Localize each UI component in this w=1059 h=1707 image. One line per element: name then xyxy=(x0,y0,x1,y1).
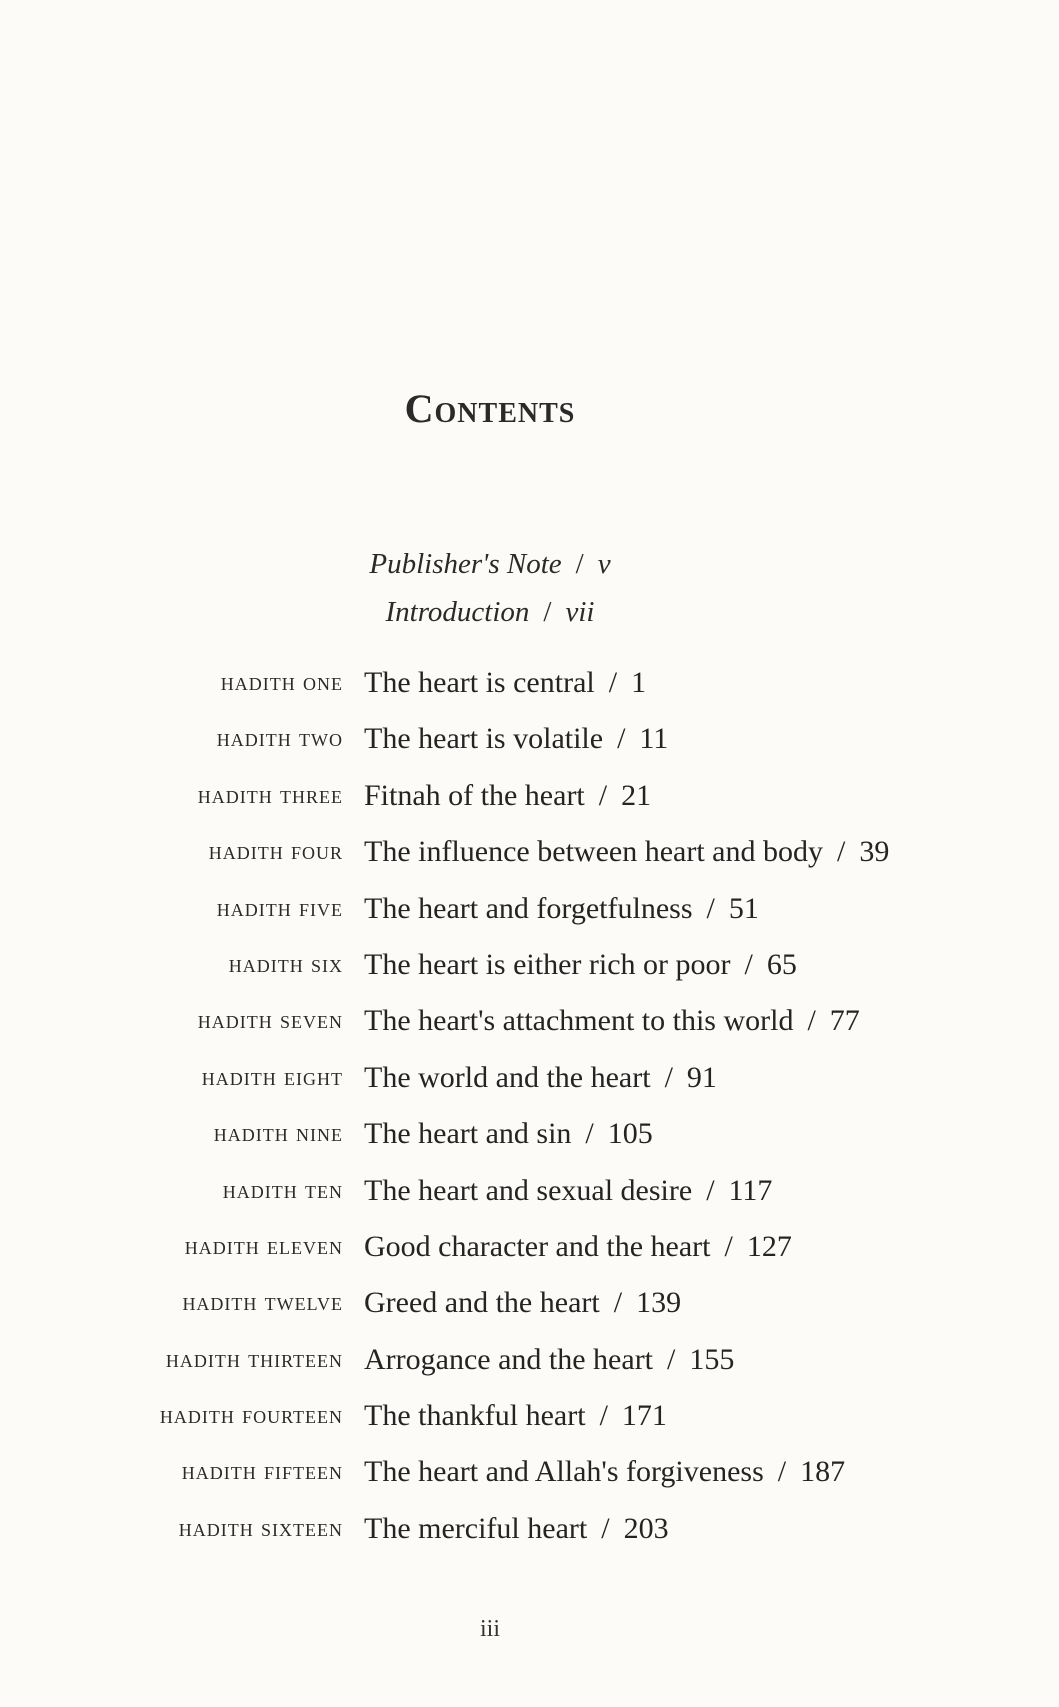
hadith-label: hadith two xyxy=(216,725,343,753)
page-number: 127 xyxy=(746,1229,792,1263)
entry-title: The thankful heart xyxy=(364,1399,586,1433)
hadith-label: hadith six xyxy=(228,950,343,978)
front-matter xyxy=(0,540,980,636)
front-matter-title: Introduction xyxy=(385,596,530,628)
separator: / xyxy=(836,835,846,869)
toc-entry[interactable] xyxy=(0,768,1059,824)
page-number: 203 xyxy=(623,1511,669,1545)
separator: / xyxy=(744,947,753,981)
front-matter-item[interactable] xyxy=(0,540,980,588)
separator: / xyxy=(608,666,618,699)
separator: / xyxy=(585,1117,594,1151)
entry-title: The heart and sexual desire xyxy=(364,1173,693,1207)
entry-title: The influence between heart and body xyxy=(364,835,823,869)
entry-title: The heart and forgetfulness xyxy=(364,891,693,925)
toc-entry[interactable] xyxy=(0,655,1059,711)
toc-entry[interactable] xyxy=(0,1106,1059,1162)
hadith-label: hadith nine xyxy=(213,1120,343,1148)
toc-entry[interactable] xyxy=(0,937,1059,993)
page-number: 187 xyxy=(800,1455,846,1489)
separator: / xyxy=(598,778,608,812)
separator: / xyxy=(807,1004,816,1038)
entry-title: The heart is central xyxy=(364,666,595,699)
page-title: Contents xyxy=(404,385,576,431)
separator: / xyxy=(724,1229,733,1263)
front-matter-item[interactable] xyxy=(0,588,980,636)
hadith-label: hadith fifteen xyxy=(181,1458,343,1486)
hadith-label: hadith eight xyxy=(201,1063,343,1091)
separator: / xyxy=(706,1173,715,1207)
entry-title: The heart is volatile xyxy=(364,722,604,756)
hadith-label: hadith fourteen xyxy=(159,1402,343,1430)
page-number: 171 xyxy=(621,1399,667,1433)
page-number: 105 xyxy=(607,1117,653,1151)
hadith-label: hadith five xyxy=(216,894,343,922)
front-matter-page: vii xyxy=(565,596,595,628)
hadith-label: hadith three xyxy=(197,781,343,809)
hadith-label: hadith ten xyxy=(222,1176,343,1204)
entry-title: The merciful heart xyxy=(364,1511,588,1545)
page-number: 51 xyxy=(728,891,759,925)
page-number: 139 xyxy=(636,1286,682,1320)
page-number: 39 xyxy=(859,835,890,869)
entry-title: Good character and the heart xyxy=(364,1229,711,1263)
toc-entry[interactable] xyxy=(0,1332,1059,1388)
toc-entry[interactable] xyxy=(0,824,1059,880)
hadith-label: hadith eleven xyxy=(184,1232,343,1260)
toc-entry[interactable] xyxy=(0,1501,1059,1557)
page-number: 155 xyxy=(689,1342,735,1376)
page-number: 117 xyxy=(728,1173,773,1207)
entry-title: The heart and Allah's forgiveness xyxy=(364,1455,764,1489)
separator: / xyxy=(543,596,552,628)
separator: / xyxy=(575,548,584,580)
entry-title: Fitnah of the heart xyxy=(364,778,585,812)
entry-title: The heart is either rich or poor xyxy=(364,947,731,981)
page-number-folio: iii xyxy=(479,1616,500,1642)
page-number: 91 xyxy=(686,1060,717,1094)
hadith-label: hadith sixteen xyxy=(178,1514,343,1542)
front-matter-title: Publisher's Note xyxy=(369,548,562,580)
entry-title: Greed and the heart xyxy=(364,1286,600,1320)
page-number: 21 xyxy=(621,778,652,812)
separator: / xyxy=(617,722,626,756)
page-number: 65 xyxy=(766,947,797,981)
entry-title: The heart's attachment to this world xyxy=(364,1004,794,1038)
hadith-label: hadith thirteen xyxy=(165,1345,343,1373)
separator: / xyxy=(613,1286,623,1320)
toc-entry[interactable] xyxy=(0,1388,1059,1444)
toc-entry[interactable] xyxy=(0,881,1059,937)
entry-title: Arrogance and the heart xyxy=(364,1342,654,1376)
toc-entry[interactable] xyxy=(0,1275,1059,1331)
toc-entry[interactable] xyxy=(0,1163,1059,1219)
page-number: 11 xyxy=(639,722,669,756)
front-matter-page: v xyxy=(597,548,611,580)
toc-entry[interactable] xyxy=(0,1050,1059,1106)
separator: / xyxy=(706,891,715,925)
page-number: 1 xyxy=(631,666,647,699)
separator: / xyxy=(599,1399,608,1433)
page-number: 77 xyxy=(829,1004,860,1038)
separator: / xyxy=(667,1342,676,1376)
hadith-label: hadith twelve xyxy=(182,1289,343,1317)
hadith-label: hadith seven xyxy=(197,1007,343,1035)
toc-entry[interactable] xyxy=(0,1444,1059,1500)
separator: / xyxy=(601,1511,610,1545)
entry-title: The heart and sin xyxy=(364,1117,572,1151)
toc-entry[interactable] xyxy=(0,1219,1059,1275)
hadith-label: hadith four xyxy=(208,838,343,866)
contents-list xyxy=(0,655,1059,1557)
toc-entry[interactable] xyxy=(0,993,1059,1049)
hadith-label: hadith one xyxy=(220,669,343,696)
separator: / xyxy=(777,1455,787,1489)
entry-title: The world and the heart xyxy=(364,1060,651,1094)
toc-entry[interactable] xyxy=(0,711,1059,767)
separator: / xyxy=(664,1060,673,1094)
